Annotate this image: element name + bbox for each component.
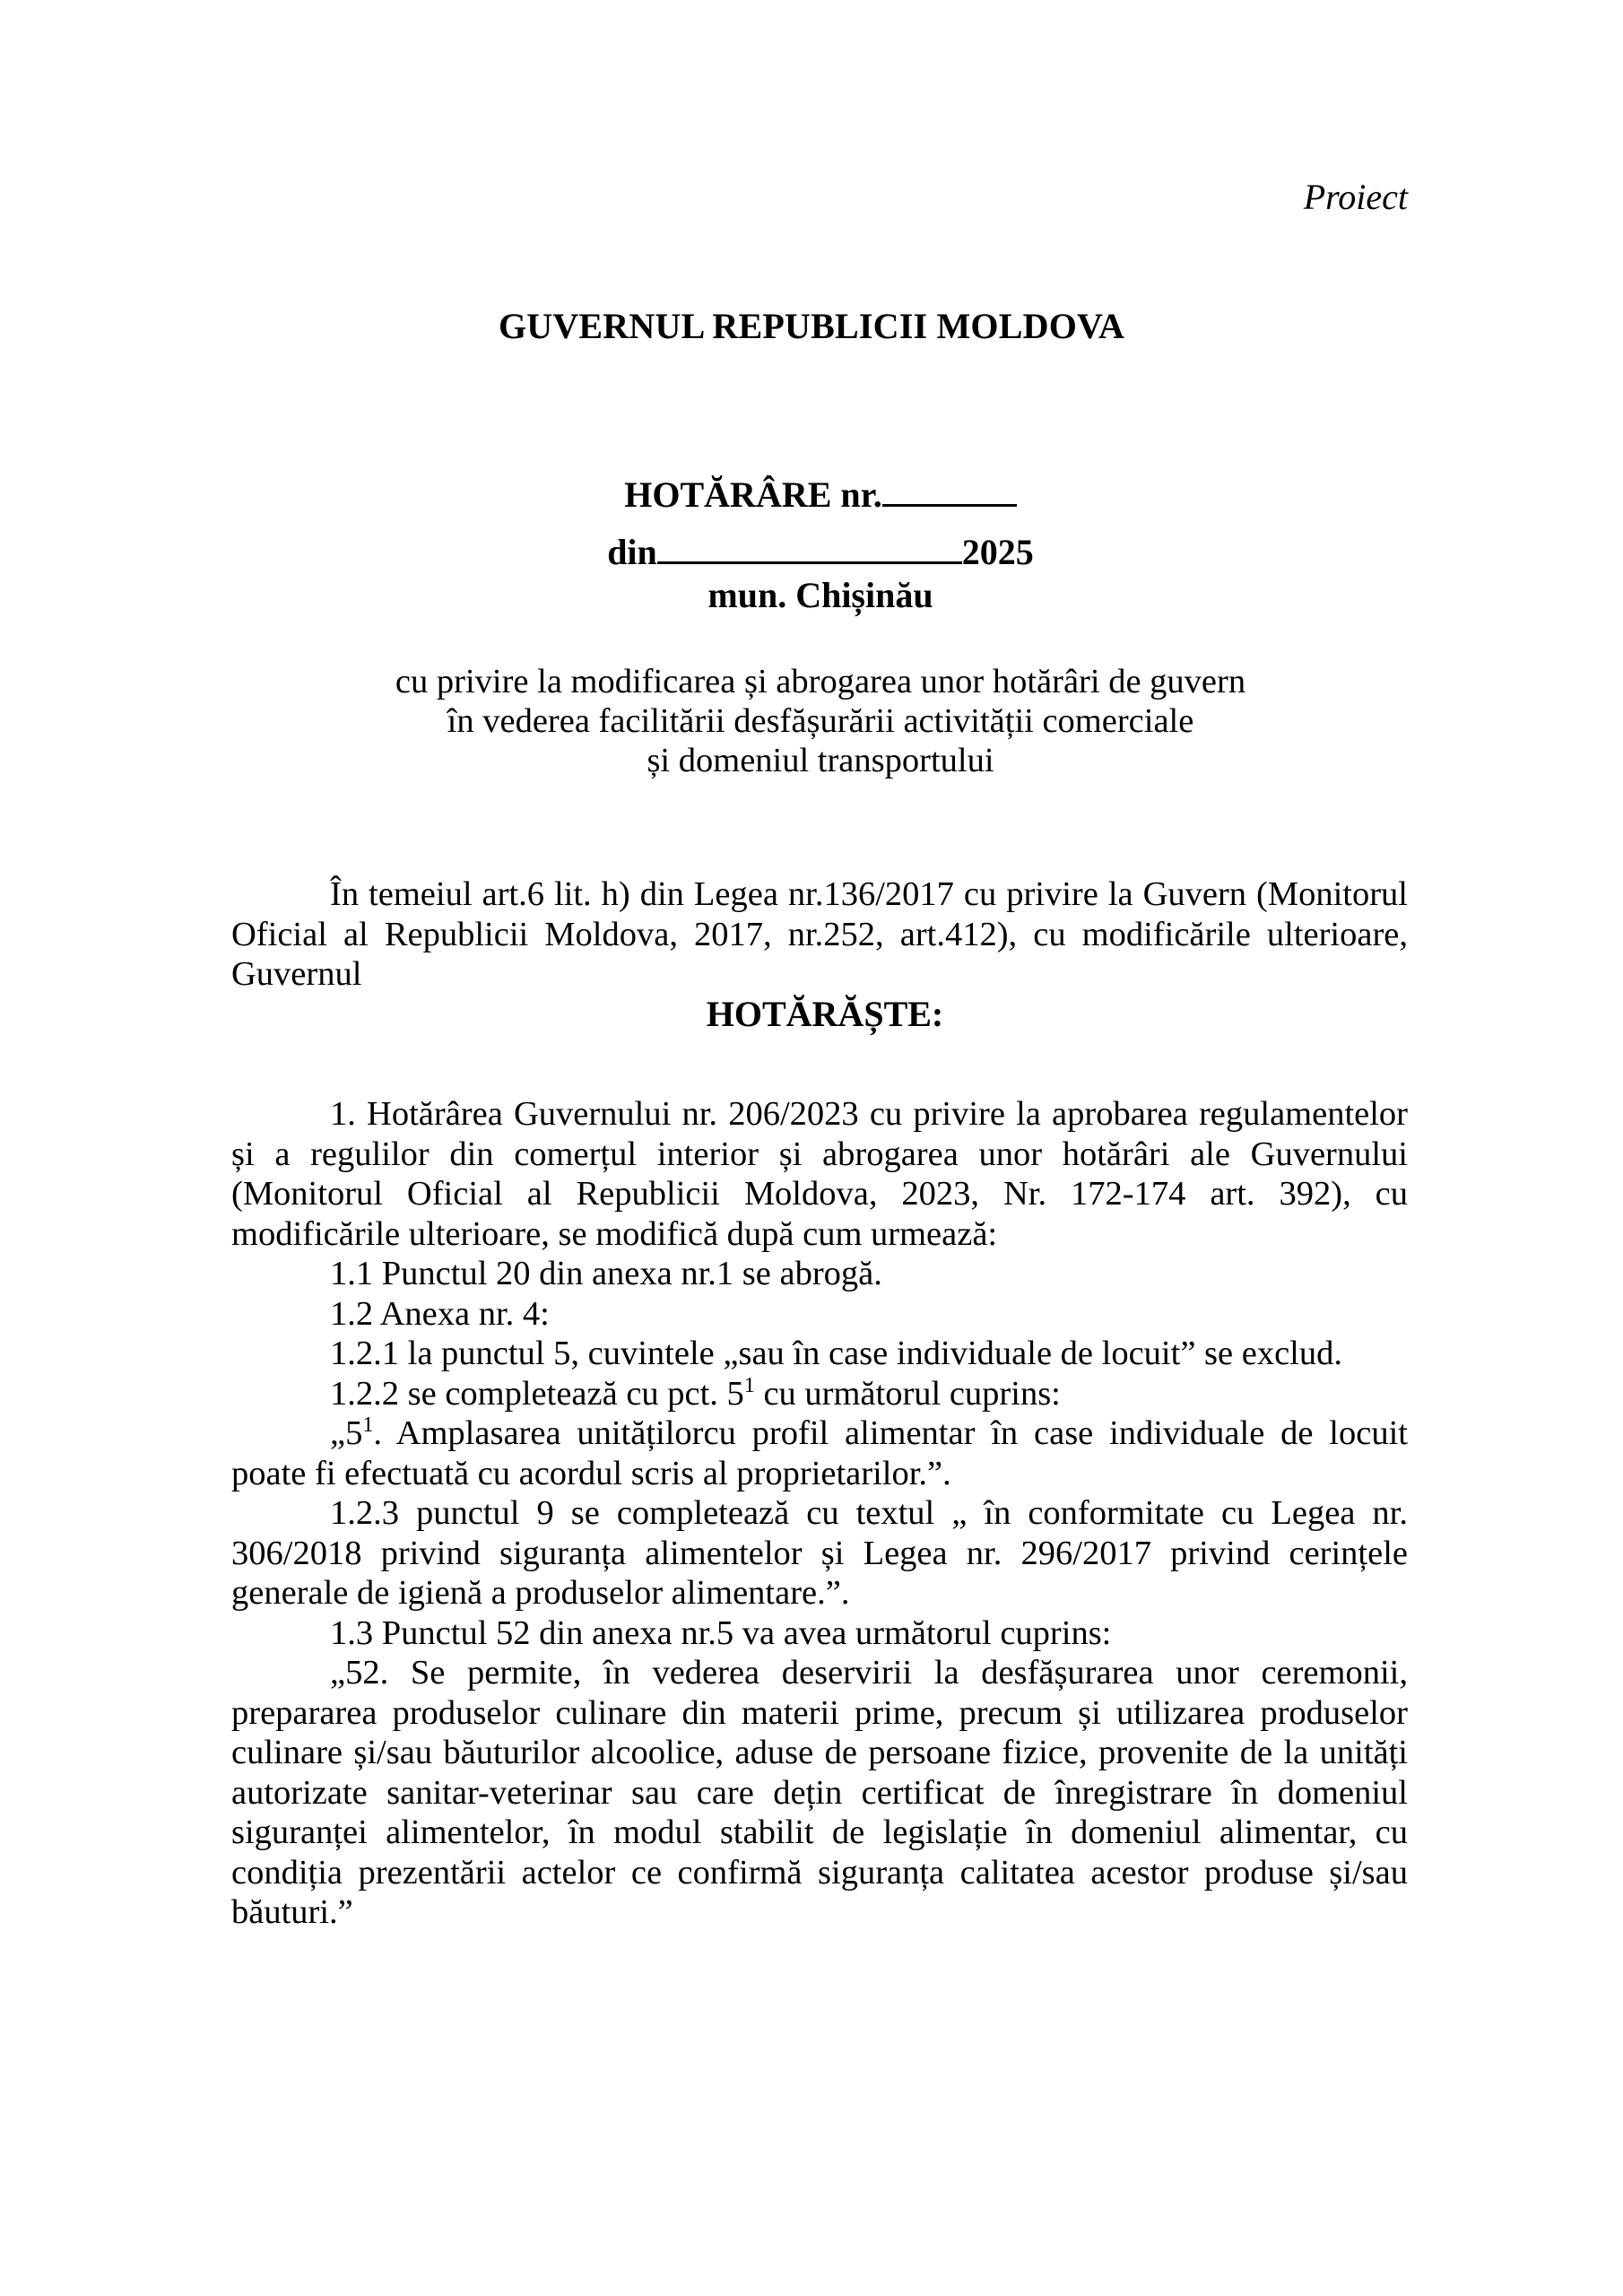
subject-line: și domeniul transportului [647, 742, 994, 779]
quote-point-5-1 [231, 1413, 1408, 1493]
subject-line: cu privire la modificarea și abrogarea unor hotărâri de guvern [395, 663, 1246, 700]
quote-point-52: „52. Se permite, în vederea deservirii la desfășurarea unor ceremonii, prepararea produselor culinare din materii prime, precum și utilizarea produselor culinare și/sau băuturilor alcoolice, aduse de persoane fizice, provenite de la unități autorizate sanitar-veterinar sau care dețin certificat de înregistrare în domeniul siguranței alimentelor, în modul stabilit de legislație în domeniul alimentar, cu condiția prezentării actelor ce confirmă siguranța calitatea acestor produse și/sau băuturi.” [231, 1654, 1408, 1931]
point-1-2: 1.2 Anexa nr. 4: [330, 1294, 550, 1333]
decision-number-line [0, 474, 1623, 516]
date-prefix: din [607, 532, 657, 572]
quote-text: . Amplasarea unitățilorcu profil alimentar în case individuale de locuit poate fi efectuată cu acordul scris al proprietarilor.”. [231, 1414, 1408, 1492]
decision-label: HOTĂRÂRE nr. [624, 474, 882, 515]
point-1-2-2-text: 1.2.2 se completează cu pct. 5 [330, 1374, 744, 1413]
point-1-1: 1.1 Punctul 20 din anexa nr.1 se abrogă. [330, 1255, 882, 1292]
date-blank [657, 535, 962, 564]
subject-line: în vederea facilitării desfășurării activității comerciale [447, 702, 1194, 740]
point-1: 1. Hotărârea Guvernului nr. 206/2023 cu privire la aprobarea regulamentelor și a regulilor din comerțul interior și abrogarea unor hotărâri ale Guvernului (Monitorul Oficial al Republicii Moldova, 2023, Nr. 172-174 art. 392), cu modificările ulterioare, se modifică după cum urmează: [231, 1095, 1408, 1253]
superscript: 1 [362, 1413, 374, 1437]
decision-date-line [0, 531, 1623, 573]
point-1-2-2 [231, 1374, 1408, 1414]
draft-label: Proiect [1303, 177, 1408, 217]
quote-open: „5 [330, 1414, 363, 1452]
decides-heading: HOTĂRĂȘTE: [706, 993, 944, 1034]
city: mun. Chișinău [707, 575, 933, 615]
decision-number-blank [882, 477, 1017, 507]
decision-subject [0, 662, 1623, 780]
point-1-2-2-text-end: cu următorul cuprins: [754, 1374, 1061, 1413]
date-year: 2025 [961, 532, 1034, 572]
point-1-3: 1.3 Punctul 52 din anexa nr.5 va avea următorul cuprins: [330, 1613, 1112, 1652]
point-1-2-3: 1.2.3 punctul 9 se completează cu textul „ în conformitate cu Legea nr. 306/2018 privind siguranța alimentelor și Legea nr. 296/2017 privind cerințele generale de igienă a produselor alimentare.”. [231, 1494, 1408, 1612]
preamble-block [231, 874, 1408, 1034]
preamble: În temeiul art.6 lit. h) din Legea nr.136/2017 cu privire la Guvern (Monitorul Oficial al Republicii Moldova, 2017, nr.252, art.412), cu modificările ulterioare, Guvernul [231, 875, 1408, 993]
point-1-2-1: 1.2.1 la punctul 5, cuvintele „sau în case individuale de locuit” se exclud. [330, 1335, 1342, 1372]
issuer-title: GUVERNUL REPUBLICII MOLDOVA [498, 306, 1125, 346]
superscript: 1 [743, 1373, 755, 1397]
decision-body [231, 1094, 1408, 1933]
